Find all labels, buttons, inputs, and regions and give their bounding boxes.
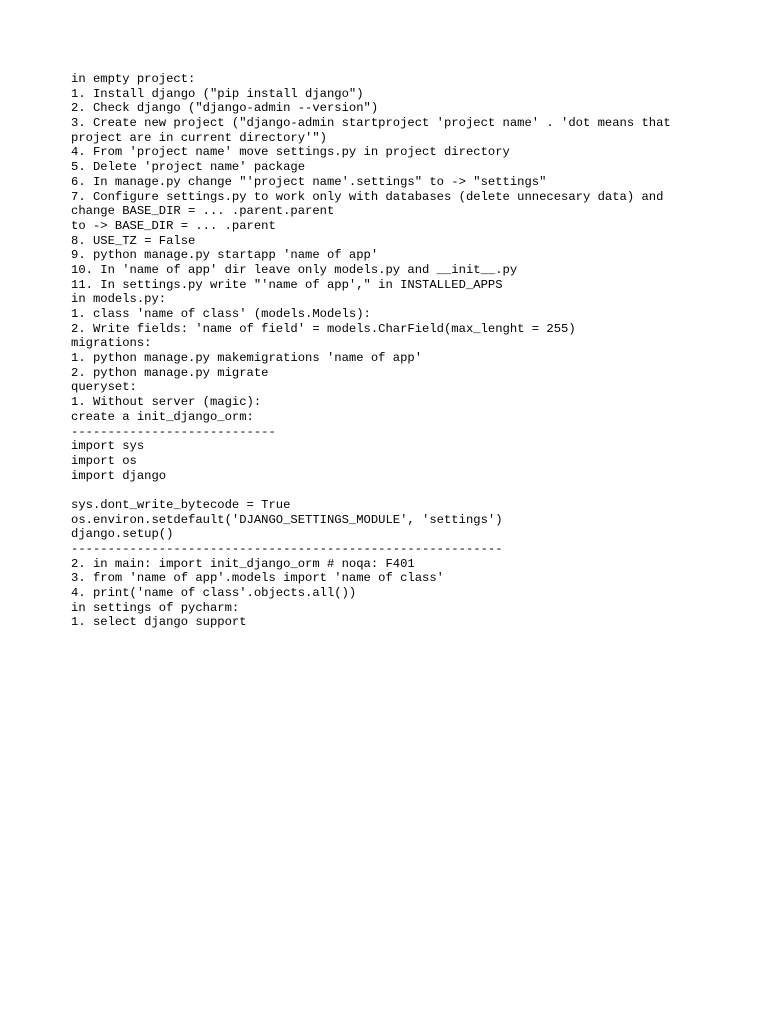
text-line: migrations: [71, 336, 152, 351]
text-line: 3. Create new project ("django-admin startproject 'project name' . 'dot means that [71, 116, 671, 131]
text-line: 9. python manage.py startapp 'name of app' [71, 248, 379, 263]
text-line: 3. from 'name of app'.models import 'name of class' [71, 571, 444, 586]
text-line: create a init_django_orm: [71, 409, 254, 424]
text-line: import django [71, 468, 167, 483]
text-line: ----------------------------------------------------------- [71, 542, 503, 556]
text-line: 4. From 'project name' move settings.py in project directory [71, 145, 510, 160]
document-text [71, 72, 751, 630]
text-line: 1. Without server (magic): [71, 395, 262, 410]
text-line: 2. in main: import init_django_orm # noqa: F401 [71, 556, 415, 571]
text-line: 1. class 'name of class' (models.Models): [71, 307, 371, 321]
text-line: 7. Configure settings.py to work only with databases (delete unnecesary data) and [71, 189, 664, 204]
text-line: in empty project: [71, 72, 196, 86]
text-line: 1. python manage.py makemigrations 'name of app' [71, 351, 423, 366]
text-line: 2. Check django ("django-admin --version") [71, 101, 379, 116]
text-line: to -> BASE_DIR = ... .parent [71, 218, 276, 233]
text-line: 1. select django support [71, 615, 247, 630]
text-line: import sys [71, 439, 145, 454]
text-line: ---------------------------- [71, 424, 276, 439]
text-line: import os [71, 453, 137, 468]
text-line: queryset: [71, 380, 137, 395]
text-line: change BASE_DIR = ... .parent.parent [71, 204, 335, 219]
text-line: in models.py: [71, 292, 167, 307]
text-line: 1. Install django ("pip install django") [71, 86, 364, 101]
text-line: os.environ.setdefault('DJANGO_SETTINGS_MODULE', 'settings') [71, 512, 503, 527]
text-line: 2. python manage.py migrate [71, 365, 269, 380]
text-line: 11. In settings.py write "'name of app'," in INSTALLED_APPS [71, 277, 503, 292]
text-line [71, 483, 751, 498]
text-line: 8. USE_TZ = False [71, 233, 196, 248]
text-line: project are in current directory'") [71, 130, 327, 145]
text-line: django.setup() [71, 527, 174, 542]
text-line: sys.dont_write_bytecode = True [71, 497, 291, 512]
text-line: 4. print('name of class'.objects.all()) [71, 586, 357, 601]
text-line: 6. In manage.py change "'project name'.settings" to -> "settings" [71, 174, 547, 189]
text-line: 10. In 'name of app' dir leave only models.py and __init__.py [71, 262, 518, 277]
text-line: 2. Write fields: 'name of field' = models.CharField(max_lenght = 255) [71, 321, 576, 336]
text-line: in settings of pycharm: [71, 600, 240, 615]
text-line: 5. Delete 'project name' package [71, 160, 306, 175]
